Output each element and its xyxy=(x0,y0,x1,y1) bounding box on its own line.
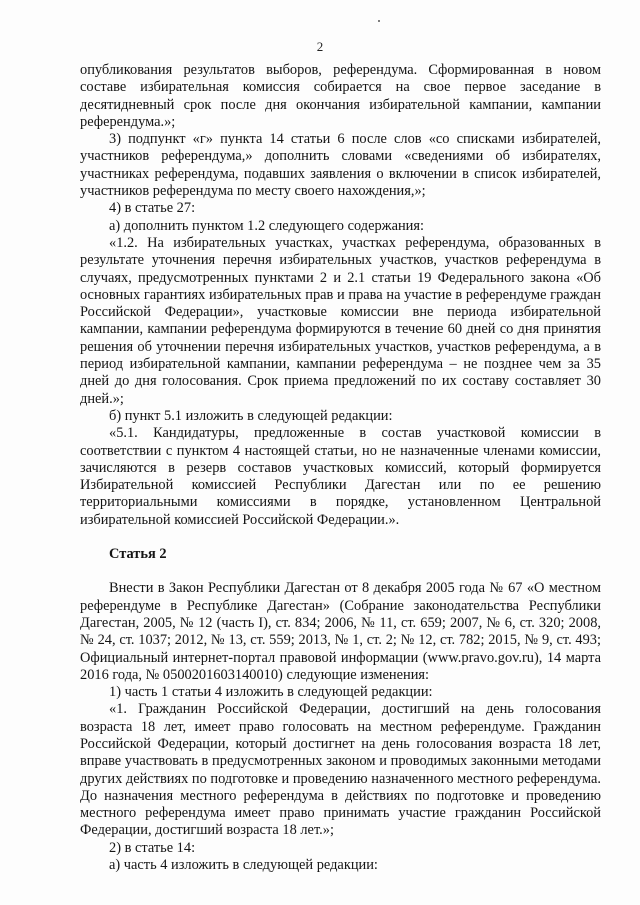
paragraph-part-4: а) часть 4 изложить в следующей редакции: xyxy=(109,857,378,874)
paragraph-clause-1-2: «1.2. На избирательных участках, участках референдума, образованных в результате уточнения перечня избирательных участков, участков референдума в случаях, предусмотренных пунктами 2 и 2.1 статьи 19 Федерального закона «Об основных гарантиях избирательных прав и права на участие в референдуме граждан Российской Федерации», участковые комиссии вне периода избирательной кампании, кампании референдума формируются в течение 60 дней со дня принятия решения об уточнении перечня избирательных участков, участков референдума, а в период избирательной кампании, кампании референдума – не позднее чем за 35 дней до дня голосования. Срок приема предложений по их составу составляет 30 дней.»; xyxy=(80,234,601,407)
paragraph-clause-5-1: «5.1. Кандидатуры, предложенные в состав участковой комиссии в соответствии с пунктом 4 настоящей статьи, но не назначенные членами комиссии, зачисляются в резерв составов участковых комиссий, который формируется Избирательной комиссией Республики Дагестан или по ее решению территориальными комиссиями в порядке, установленном Центральной избирательной комиссией Российской Федерации.». xyxy=(80,425,601,528)
paragraph-item-2: 2) в статье 14: xyxy=(109,839,196,856)
paragraph-subitem-b: б) пункт 5.1 изложить в следующей редакции: xyxy=(109,407,393,424)
article-2-heading: Статья 2 xyxy=(109,546,167,563)
paragraph-item-3: 3) подпункт «г» пункта 14 статьи 6 после слов «со списками избирателей, участников референдума,» дополнить словами «сведениями об избирателях, участниках референдума, подавших заявления о включении в список избирателей, участников референдума по месту своего нахождения,»; xyxy=(80,131,601,200)
paragraph-item-4: 4) в статье 27: xyxy=(109,200,196,217)
page-number: 2 xyxy=(316,39,324,54)
paragraph-item-1: 1) часть 1 статьи 4 изложить в следующей редакции: xyxy=(109,684,433,701)
scan-speck xyxy=(378,20,380,22)
paragraph-continuation: опубликования результатов выборов, референдума. Сформированная в новом составе избирательная комиссия собирается на свое первое заседание в десятидневный срок после дня окончания избирательной кампании, кампании референдума.»; xyxy=(80,62,601,130)
paragraph-subitem-a: а) дополнить пунктом 1.2 следующего содержания: xyxy=(109,217,425,234)
document-body xyxy=(80,62,601,874)
paragraph-article-2-intro: Внести в Закон Республики Дагестан от 8 декабря 2005 года № 67 «О местном референдуме в Республике Дагестан» (Собрание законодательства Республики Дагестан, 2005, № 12 (часть I), ст. 834; 2006, № 11, ст. 659; 2007, № 6, ст. 320; 2008, № 24, ст. 1037; 2012, № 13, ст. 559; 2013, № 1, ст. 2; № 12, ст. 782; 2015, № 9, ст. 493; Официальный интернет-портал правовой информации (www.pravo.gov.ru), 14 марта 2016 года, № 0500201603140010) следующие изменения: xyxy=(80,580,601,683)
paragraph-part-1: «1. Гражданин Российской Федерации, достигший на день голосования возраста 18 лет, имеет право голосовать на местном референдуме. Гражданин Российской Федерации, который достигнет на день голосования возраста 18 лет, вправе участвовать в предусмотренных законом и проводимых законными методами других действиях по подготовке и проведению назначенного местного референдума. До назначения местного референдума в действиях по подготовке и проведению местного референдума имеет право принимать участие гражданин Российской Федерации, достигший возраста 18 лет.»; xyxy=(80,701,601,839)
